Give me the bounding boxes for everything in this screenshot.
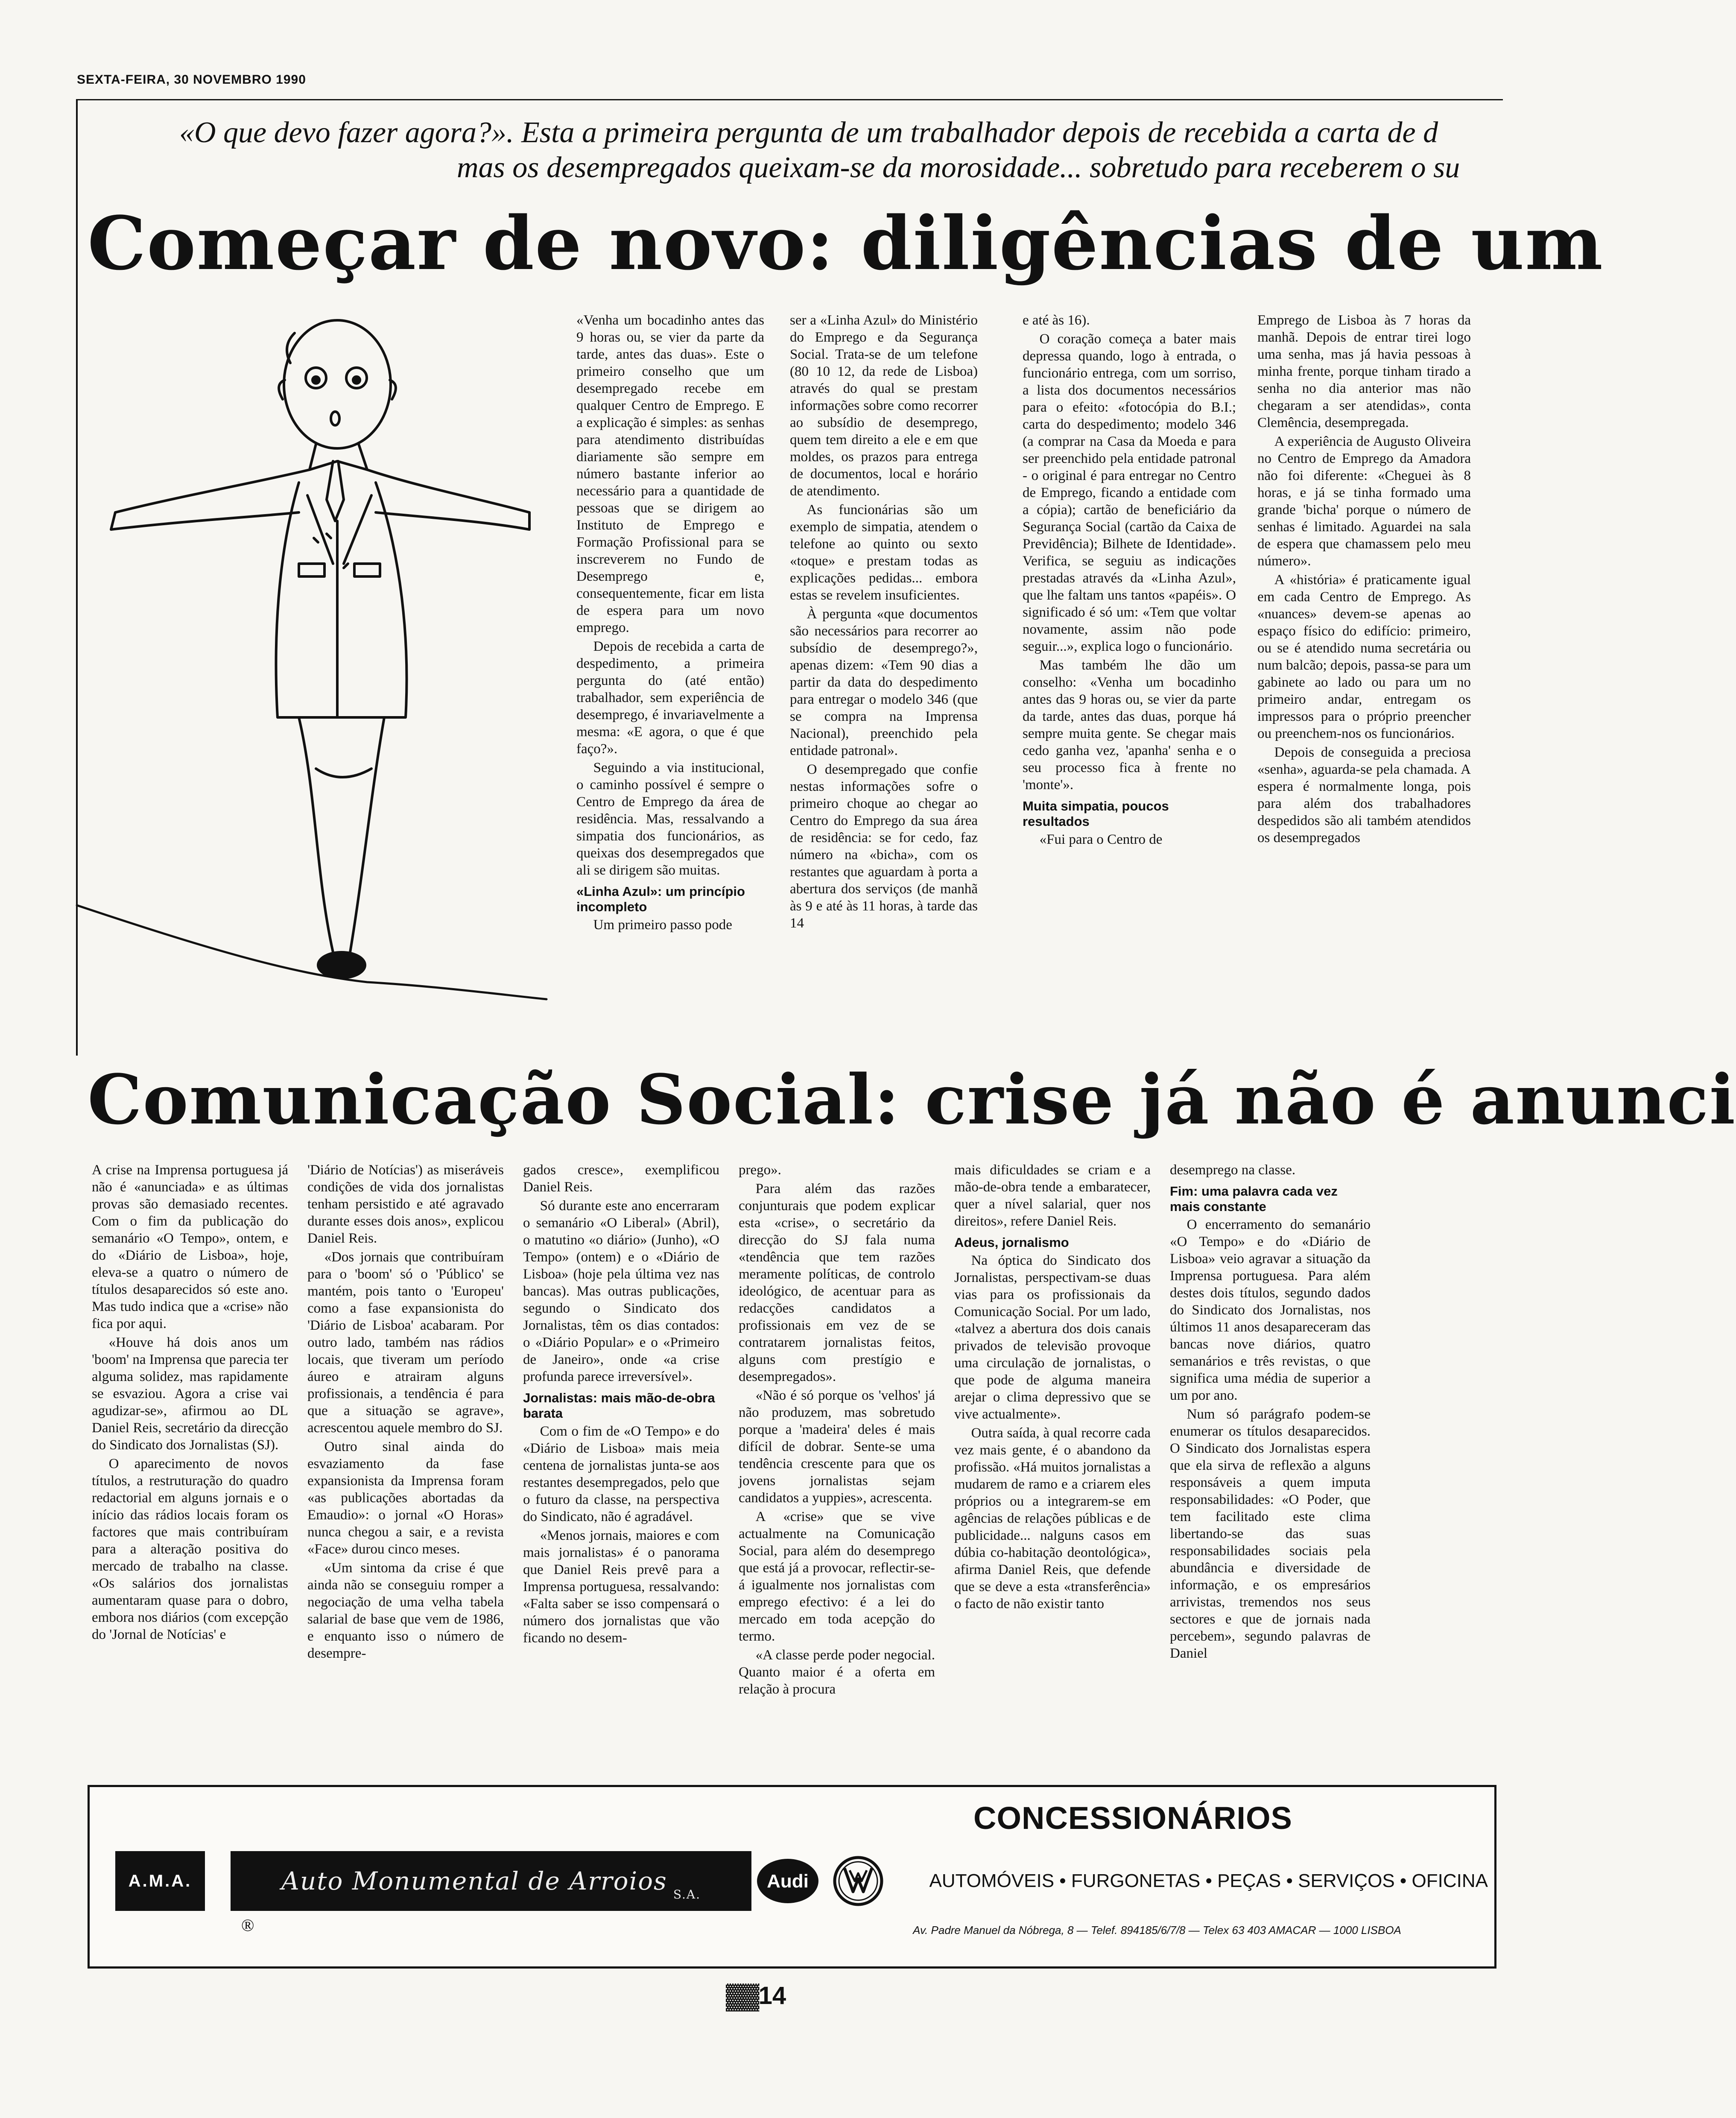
article2-column-4: [739, 1161, 935, 1755]
paragraph: «Dos jornais que contribuíram para o 'boom' só o 'Público' se mantém, pois tanto o 'Europeu' como a fase expansionista do 'Diário de Lisboa' acabaram. Por outro lado, também nas rádios locais, que tiveram um período áureo e atrairam alguns profissionais, a tendência é para que a situação se agrave», acrescentou aquele membro do SJ.: [307, 1249, 504, 1436]
paragraph: e até às 16).: [1023, 313, 1090, 328]
deck-line-1: «O que devo fazer agora?». Esta a primeira pergunta de um trabalhador depois de recebida a carta de d: [179, 116, 1438, 149]
article2-column-1: [92, 1161, 288, 1755]
page-number: 14: [758, 1982, 786, 2010]
paragraph: prego».: [739, 1162, 781, 1178]
paragraph: «Não é só porque os 'velhos' já não produzem, mas sobretudo porque a 'madeira' deles é mais difícil de dobrar. Sente-se uma tendência crescente para que os jovens jornalistas sejam candidatos a yuppies», acrescenta.: [739, 1388, 935, 1506]
article2-column-3: [523, 1161, 719, 1755]
deck-line-2: mas os desempregados queixam-se da morosidade... sobretudo para receberem o su: [457, 151, 1460, 184]
paragraph: Só durante este ano encerraram o semanário «O Liberal» (Abril), o matutino «o diário» (Junho), «O Tempo» (ontem) e o «Diário de Lisboa» (hoje pela última vez nas bancas). Mas outras publicações, segundo o Sindicato dos Jornalistas, têm os dias contados: o «Diário Popular» e o «Primeiro de Janeiro», onde «a crise profunda parece irreversível».: [523, 1198, 719, 1384]
company-script-suffix: S.A.: [673, 1887, 701, 1902]
paragraph: «Um sintoma da crise é que ainda não se conseguiu romper a negociação de uma velha tabela salarial de base que vem de 1986, e enquanto isso o número de desempre-: [307, 1560, 504, 1661]
page-mark: ▓▓: [726, 1982, 757, 2010]
subheading: Jornalistas: mais mão-de-obra barata: [523, 1390, 715, 1421]
audi-logo: [756, 1858, 820, 1904]
article2-column-5: [954, 1161, 1151, 1755]
paragraph: Outra saída, à qual recorre cada vez mais gente, é o abandono da profissão. «Há muitos jornalistas a mudarem de ramo e a criarem eles próprios ou a integrarem-se em agências de relações públicas e de publicidade... nalguns casos em dúbia co-habitação deontológica», afirma Daniel Reis, que defende que se deve a esta «transferência» o facto de não existir tanto: [954, 1425, 1151, 1612]
company-script-logo: [231, 1851, 751, 1911]
subheading: «Linha Azul»: um princípio incompleto: [576, 884, 745, 914]
dateline: SEXTA-FEIRA, 30 NOVEMBRO 1990: [77, 73, 306, 87]
frame-rule-top: [76, 99, 1503, 100]
paragraph: Mas também lhe dão um conselho: «Venha um bocadinho antes das 9 horas ou, se vier da parte da tarde, antes das duas, porque há sempre muita gente. Se chegar mais cedo ganha vez, 'apanha' senha e o seu processo fica à frente no 'monte'».: [1023, 658, 1236, 793]
paragraph: As funcionárias são um exemplo de simpatia, atendem o telefone ao quinto ou sexto «toque» e prestam todas as explicações pedidas... embora estas se revelem insuficientes.: [790, 502, 978, 603]
ama-logo: A.M.A.: [115, 1851, 205, 1911]
paragraph: Num só parágrafo podem-se enumerar os títulos desaparecidos. O Sindicato dos Jornalistas espera que ela sirva de reflexão a alguns responsáveis a quem imputa responsabilidades: «O Poder, que tem facilitado este clima libertando-se das suas responsabilidades sociais pela abundância e diversidade de informação, e os empresários arrivistas, tremendos nos seus sectores e que de jornais nada percebem», segundo palavras de Daniel: [1170, 1407, 1371, 1661]
subheading: Fim: uma palavra cada vez mais constante: [1170, 1184, 1338, 1214]
article2-headline: Comunicação Social: crise já não é anunci: [88, 1059, 1736, 1140]
paragraph: Para além das razões conjunturais que podem explicar esta «crise», o secretário da direcção do SJ fala numa «tendência que tem razões meramente políticas, de controlo ideológico, de acentuar para as redacções candidatos a profissionais em vez de se contratarem jornalistas feitos, alguns com prestígio e desempregados».: [739, 1181, 935, 1384]
ad-title: CONCESSIONÁRIOS: [973, 1800, 1292, 1836]
article1-column-1: [576, 312, 764, 1042]
paragraph: «Fui para o Centro de: [1039, 832, 1163, 847]
article1-column-4: [1257, 312, 1471, 1042]
subheading: Muita simpatia, poucos resultados: [1023, 799, 1169, 829]
page-number-block: [726, 1981, 786, 2010]
paragraph: Seguindo a via institucional, o caminho possível é sempre o Centro de Emprego da área de residência. Mas, ressalvando a simpatia dos funcionários, as queixas dos desempregados que ali se dirigem são muitas.: [576, 760, 764, 878]
paragraph: «Menos jornais, maiores e com mais jornalistas» é o panorama que Daniel Reis prevê para a Imprensa portuguesa, ressalvando: «Falta saber se isso compensará o número dos jornalistas que vão ficando no desem-: [523, 1528, 719, 1646]
article1-column-3: [1023, 312, 1236, 1042]
paragraph: mais dificuldades se criam e a mão-de-obra tende a embaratecer, quer a nível salarial, quer nos direitos», refere Daniel Reis.: [954, 1162, 1151, 1229]
paragraph: Na óptica do Sindicato dos Jornalistas, perspectivam-se duas vias para os profissionais da Comunicação Social. Por um lado, «talvez a abertura dos dois canais privados de televisão provoque uma circulação de jornalistas, o que pode de alguma maneira arejar o clima depressivo que se vive actualmente».: [954, 1253, 1151, 1422]
paragraph: A crise na Imprensa portuguesa já não é «anunciada» e as últimas provas são demasiado recentes. Com o fim da publicação do semanário «O Tempo», ontem, e do «Diário de Lisboa», hoje, eleva-se a quatro o número de títulos desaparecidos só este ano. Mas tudo indica que a «crise» não fica por aqui.: [92, 1162, 288, 1331]
paragraph: O aparecimento de novos títulos, a restruturação do quadro redactorial em alguns jornais e o início das rádios locais foram os factores que mais contribuíram para a alteração positiva do mercado de trabalho na classe. «Os salários dos jornalistas aumentaram quase para o dobro, embora nos diários (com excepção do 'Jornal de Notícias' e: [92, 1456, 288, 1642]
ad-services: AUTOMÓVEIS • FURGONETAS • PEÇAS • SERVIÇOS • OFICINA: [929, 1870, 1488, 1891]
article2-column-6: [1170, 1161, 1371, 1755]
paragraph: O encerramento do semanário «O Tempo» e do «Diário de Lisboa» veio agravar a situação da Imprensa portuguesa. Para além destes dois títulos, segundo dados do Sindicato dos Jornalistas, nos últimos 11 anos desapareceram das bancas nove diários, quatro semanários e três revistas, o que significa uma média de superior a um por ano.: [1170, 1217, 1371, 1403]
paragraph: Com o fim de «O Tempo» e do «Diário de Lisboa» mais meia centena de jornalistas junta-se aos restantes desempregados, pelo que o futuro da classe, na perspectiva do Sindicato, não é agradável.: [523, 1424, 719, 1524]
paragraph: Outro sinal ainda do esvaziamento da fase expansionista da Imprensa foram «as publicações abortadas da Emaudio»: o jornal «O Horas» nunca chegou a sair, e a revista «Face» durou cinco meses.: [307, 1439, 504, 1557]
paragraph: Depois de conseguida a preciosa «senha», aguarda-se pela chamada. A espera é normalmente longa, pois para além dos trabalhadores despedidos são ali também atendidos os desempregados: [1257, 745, 1471, 845]
paragraph: O desempregado que confie nestas informações sofre o primeiro choque ao chegar ao Centro do Emprego da sua área de residência: se for cedo, faz número na «bicha», com os restantes que aguardam à porta a abertura dos serviços (de manhã às 9 e até às 11 horas, à tarde das 14: [790, 762, 978, 931]
paragraph: desemprego na classe.: [1170, 1162, 1296, 1178]
paragraph: A «crise» que se vive actualmente na Comunicação Social, para além do desemprego que está já a provocar, reflectir-se-á igualmente nos jornalistas com emprego efectivo: é a lei do mercado em toda acepção do termo.: [739, 1509, 935, 1644]
paragraph: «A classe perde poder negocial. Quanto maior é a oferta em relação à procura: [739, 1647, 935, 1697]
paragraph: «Venha um bocadinho antes das 9 horas ou, se vier da parte da tarde, antes das duas». Este o primeiro conselho que um desempregado recebe em qualquer Centro de Emprego. E a explicação é simples: as senhas para atendimento distribuídas diariamente são sempre em número bastante inferior ao necessário para a quantidade de pessoas que se dirigem ao Instituto de Emprego e Formação Profissional para se inscreverem no Fundo de Desemprego e, consequentemente, ficar em lista de espera para um novo emprego.: [576, 313, 764, 635]
paragraph: Emprego de Lisboa às 7 horas da manhã. Depois de entrar tirei logo uma senha, mas já havia pessoas à minha frente, porque tinham tirado a senha no dia anterior mas não chegaram a ser atendidas», conta Clemência, desempregada.: [1257, 313, 1471, 430]
paragraph: Depois de recebida a carta de despedimento, a primeira pergunta do (até então) trabalhador, sem experiência de desemprego, é invariavelmente a mesma: «E agora, o que é que faço?».: [576, 639, 764, 757]
paragraph: ser a «Linha Azul» do Ministério do Emprego e da Segurança Social. Trata-se de um telefone (80 10 12, da rede de Lisboa) através do qual se prestam informações sobre como recorrer ao subsídio de desemprego, quem tem direito a ele e em que moldes, os prazos para entrega de documentos, local e horário de atendimento.: [790, 313, 978, 499]
paragraph: A experiência de Augusto Oliveira no Centro de Emprego da Amadora não foi diferente: «Cheguei às 8 horas, e já se tinha formado uma grande 'bicha' porque o número de senhas é limitado. Aguardei na sala de espera que chamassem pelo meu número».: [1257, 434, 1471, 569]
paragraph: 'Diário de Notícias') as miseráveis condições de vida dos jornalistas tenham persistido e até agravado durante esses dois anos», explicou Daniel Reis.: [307, 1162, 504, 1246]
audi-logo-text: Audi: [767, 1871, 809, 1892]
paragraph: A «história» é praticamente igual em cada Centro de Emprego. As «nuances» devem-se apenas ao espaço físico do edifício: primeiro, ou se é atendido numa secretária ou num balcão; depois, passa-se para um gabinete ao lado ou para um no primeiro andar, entregam os impressos para o próprio preencher ou preenchem-nos os funcionários.: [1257, 572, 1471, 741]
article1-deck: [179, 115, 1503, 185]
ad-address: Av. Padre Manuel da Nóbrega, 8 — Telef. 894185/6/7/8 — Telex 63 403 AMACAR — 1000 LISBOA: [913, 1924, 1401, 1937]
paragraph: «Houve há dois anos um 'boom' na Imprensa que parecia ter alguma solidez, mas rapidamente se esvaziou. Agora a crise vai agudizar-se», afirmou ao DL Daniel Reis, secretário da direcção do Sindicato dos Jornalistas (SJ).: [92, 1335, 288, 1453]
article1-headline: Começar de novo: diligências de um: [88, 200, 1604, 287]
article2-column-2: [307, 1161, 504, 1755]
company-script-name: Auto Monumental de Arroios: [281, 1866, 667, 1896]
paragraph: gados cresce», exemplificou Daniel Reis.: [523, 1162, 719, 1195]
tightrope-illustration: [77, 299, 547, 999]
subheading: Adeus, jornalismo: [954, 1235, 1069, 1250]
registered-mark: ®: [241, 1916, 254, 1935]
paragraph: O coração começa a bater mais depressa quando, logo à entrada, o funcionário entrega, com um sorriso, a lista dos documentos necessários para o efeito: «fotocópia do B.I.; carta do despedimento; modelo 346 (a comprar na Casa da Moeda e para ser preenchido pela entidade patronal - o original é para entregar no Centro de Emprego, ficando a entidade com a cópia); cartão de beneficiário da Segurança Social (cartão da Caixa de Previdência); Bilhete de Identidade». Verifica, se seguiu as indicações prestadas através da «Linha Azul», que lhe faltam uns tantos «papéis». O significado é só um: «Tem que voltar novamente, assim não pode seguir...», explica logo o funcionário.: [1023, 331, 1236, 654]
article1-column-2: [790, 312, 978, 1042]
advertisement: [88, 1785, 1496, 1969]
paragraph: À pergunta «que documentos são necessários para recorrer ao subsídio de desemprego?», apenas dizem: «Tem 90 dias a partir da data do despedimento para entregar o modelo 346 (que se compra na Imprensa Nacional), preenchido pela entidade patronal».: [790, 606, 978, 758]
paragraph: Um primeiro passo pode: [593, 917, 732, 933]
